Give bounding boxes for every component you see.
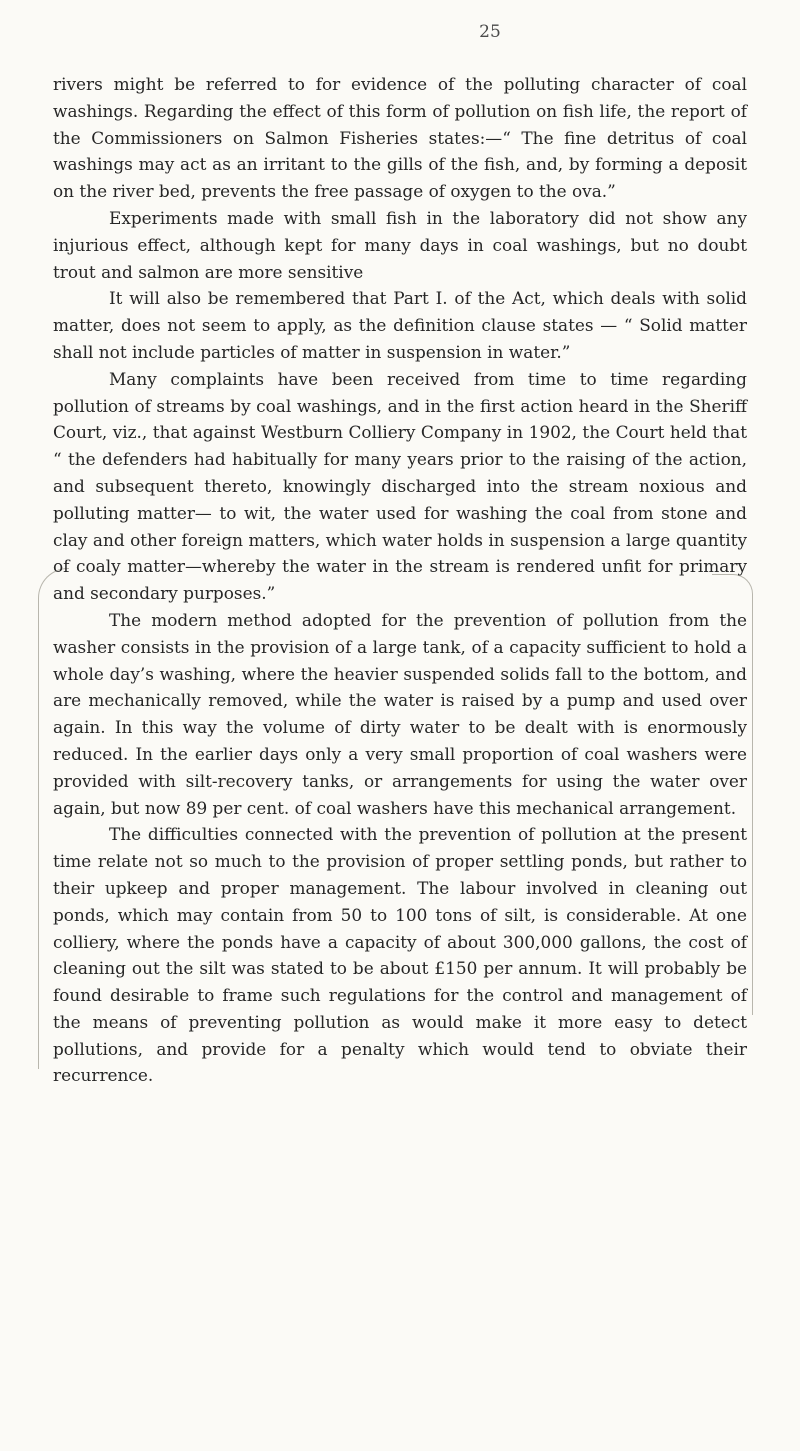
paragraph: It will also be remembered that Part I. of the Act, which deals with solid matter, does not seem to apply, as the definition clause states — “ Solid matter shall not include particles of matter in suspension in water.” xyxy=(53,288,747,362)
paragraph: Many complaints have been received from time to time regarding pollution of streams by coal washings, and in the first action heard in the Sheriff Court, viz., that against Westburn Colliery Company in 1902, the Court held that “ the defenders had habitually for many years prior to the raising of the action, and subsequent thereto, knowingly discharged into the stream noxious and polluting matter— to wit, the water used for washing the coal from stone and clay and other foreign matters, which water holds in suspension a large quantity of coaly matter—whereby the water in the stream is rendered unfit for primary and secondary purposes.” xyxy=(53,368,747,604)
paragraph: The difficulties connected with the prevention of pollution at the present time relate not so much to the provision of proper settling ponds, but rather to their upkeep and proper management. The labour involved in cleaning out ponds, which may contain from 50 to 100 tons of silt, is considerable. At one colliery, where the ponds have a capacity of about 300,000 gallons, the cost of cleaning out the silt was stated to be about £150 per annum. It will probably be found desirable to frame such regulations for the control and management of the means of preventing pollution as would make it more easy to detect pollutions, and provide for a penalty which would tend to obviate their recurrence. xyxy=(53,824,747,1086)
paragraph: The modern method adopted for the prevention of pollution from the washer consists in the provision of a large tank, of a capacity sufficient to hold a whole day’s washing, where the heavier suspended solids fall to the bottom, and are mechanically removed, while the water is raised by a pump and used over again. In this way the volume of dirty water to be dealt with is enormously reduced. In the earlier days only a very small proportion of coal washers were provided with silt-recovery tanks, or arrangements for using the water over again, but now 89 per cent. of coal washers have this mechanical arrangement. xyxy=(53,609,747,818)
paragraph: rivers might be referred to for evidence of the polluting character of coal washings. Regarding the effect of this form of pollution on fish life, the report of the Commissioners on Salmon Fisheries states:—“ The fine detritus of coal washings may act as an irritant to the gills of the fish, and, by forming a deposit on the river bed, prevents the free passage of oxygen to the ova.” xyxy=(53,74,747,202)
body-text xyxy=(53,71,747,1089)
page-number: 25 xyxy=(479,22,501,42)
paragraph: Experiments made with small fish in the laboratory did not show any injurious effect, although kept for many days in coal washings, but no doubt trout and salmon are more sensitive xyxy=(53,207,747,282)
